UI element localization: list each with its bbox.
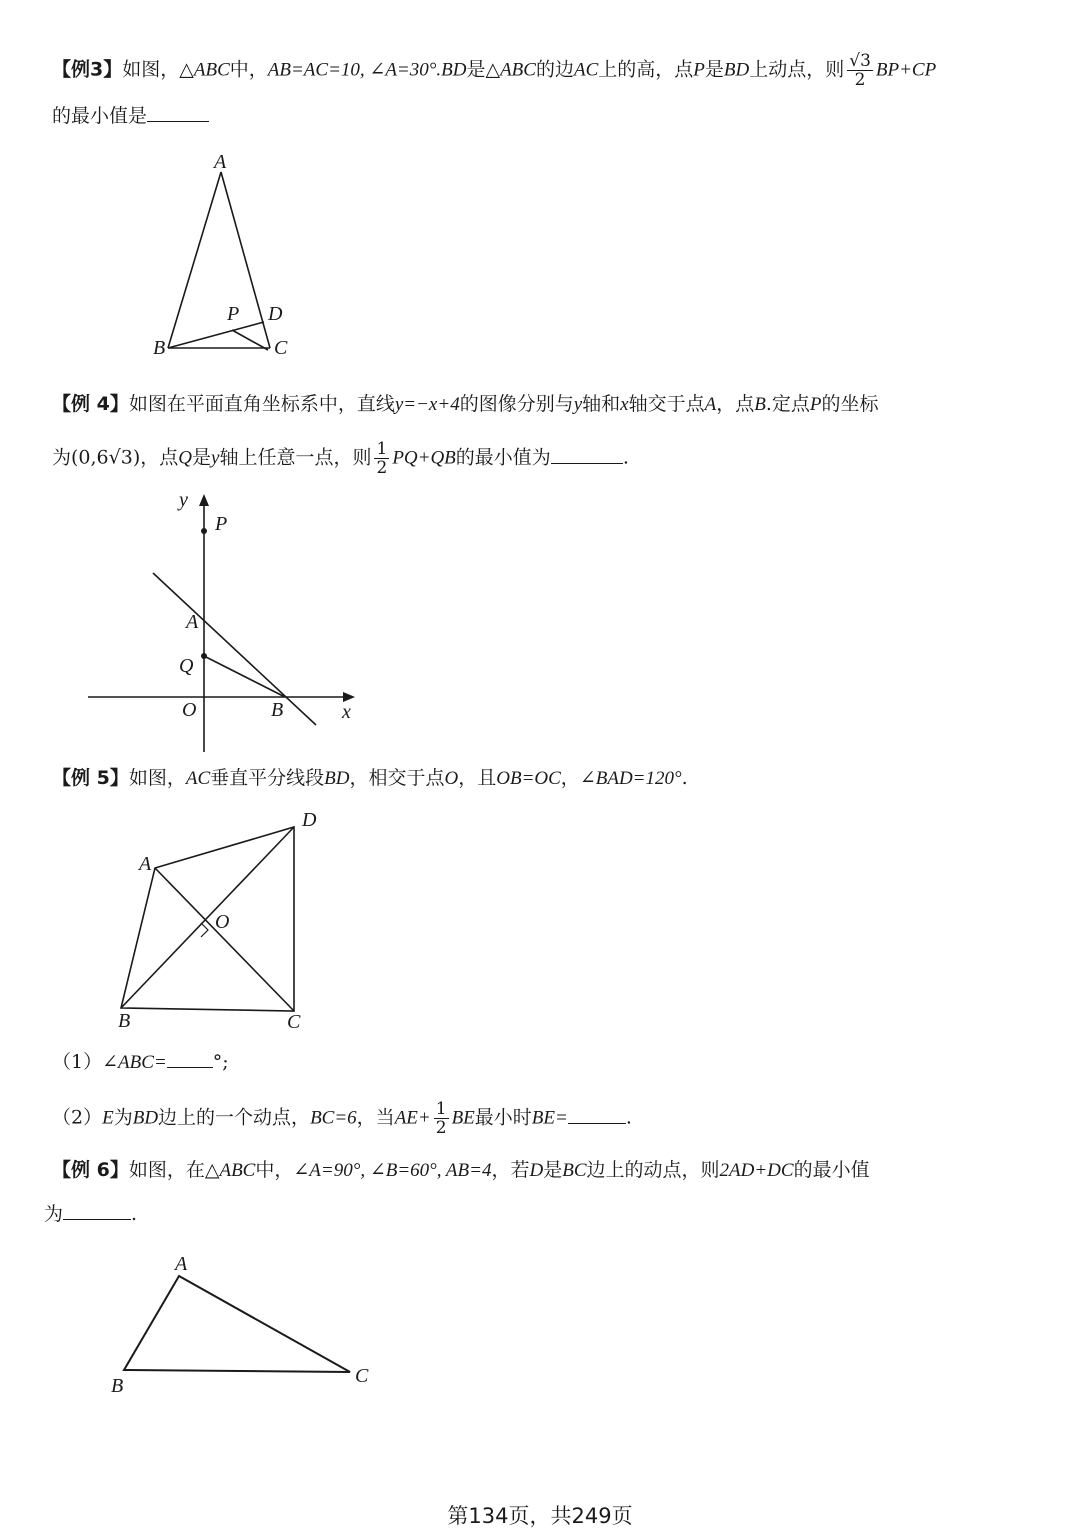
label-B: B — [271, 699, 284, 721]
label-x: x — [342, 701, 351, 723]
ex6-line1: 【例 6】如图，在△ABC中，∠A=90°, ∠B=60°, AB=4，若D是BC边上的动点，则2AD+DC的最小值 — [52, 1159, 870, 1181]
ex5-quadrilateral-figure — [110, 805, 350, 1035]
answer-blank — [167, 1049, 213, 1068]
label-B: B — [111, 1375, 124, 1395]
ex3-tag: 【例3】 — [52, 58, 123, 81]
label-O: O — [182, 699, 197, 721]
label-Q: Q — [179, 655, 194, 677]
page-number-footer: 第134页，共249页 — [447, 1504, 633, 1528]
ex5-question1: （1）∠ABC= °; — [52, 1051, 229, 1073]
ex4-fraction: $\frac{1}{2}$ — [376, 439, 388, 478]
ex4-coordinate-figure — [80, 488, 370, 758]
ex5-line1: 【例 5】如图，AC垂直平分线段BD，相交于点O，且OB=OC，∠BAD=120°. — [52, 767, 688, 789]
label-y: y — [179, 489, 188, 511]
answer-blank — [63, 1201, 131, 1220]
label-A: A — [186, 611, 199, 633]
label-B: B — [118, 1010, 131, 1032]
ex4-line1: 【例 4】如图在平面直角坐标系中，直线y=−x+4的图像分别与y轴和x轴交于点A，点B.定点P的坐标 — [52, 393, 879, 415]
answer-blank — [147, 103, 209, 122]
label-B: B — [153, 337, 166, 359]
ex3-line2: 的最小值是 — [52, 102, 209, 130]
ex6-tag: 【例 6】 — [52, 1159, 129, 1181]
label-D: D — [302, 809, 317, 831]
label-O: O — [215, 911, 230, 933]
label-A: A — [139, 853, 152, 875]
ex4-line2: 为(0,6√3)，点Q是y轴上任意一点，则 $\frac{1}{2}$ PQ+QB的最小值为 . — [52, 439, 629, 478]
label-P: P — [215, 513, 228, 535]
label-C: C — [287, 1011, 301, 1033]
label-P: P — [227, 303, 240, 325]
answer-blank — [568, 1105, 626, 1124]
ex5-tag: 【例 5】 — [52, 767, 129, 789]
ex6-triangle-figure — [100, 1245, 380, 1395]
label-D: D — [268, 303, 283, 325]
answer-blank — [551, 445, 623, 464]
label-A: A — [214, 151, 227, 173]
ex3-line1: 【例3】如图，△ABC中，AB=AC=10, ∠A=30°.BD是△ABC的边AC上的高，点P是BD上动点，则 $\frac{√3}{2}$ BP+CP — [52, 51, 937, 90]
ex4-tag: 【例 4】 — [52, 393, 129, 415]
ex5-question2: （2）E为BD边上的一个动点，BC=6，当AE+ $\frac{1}{2}$ BE最小时BE= . — [52, 1099, 632, 1138]
label-C: C — [274, 337, 288, 359]
ex5-fraction: $\frac{1}{2}$ — [435, 1099, 447, 1138]
ex3-triangle-figure — [145, 145, 305, 365]
ex3-fraction: $\frac{√3}{2}$ — [849, 51, 871, 90]
ex6-line2: 为 . — [44, 1203, 138, 1225]
label-C: C — [355, 1365, 369, 1387]
label-A: A — [175, 1253, 188, 1275]
